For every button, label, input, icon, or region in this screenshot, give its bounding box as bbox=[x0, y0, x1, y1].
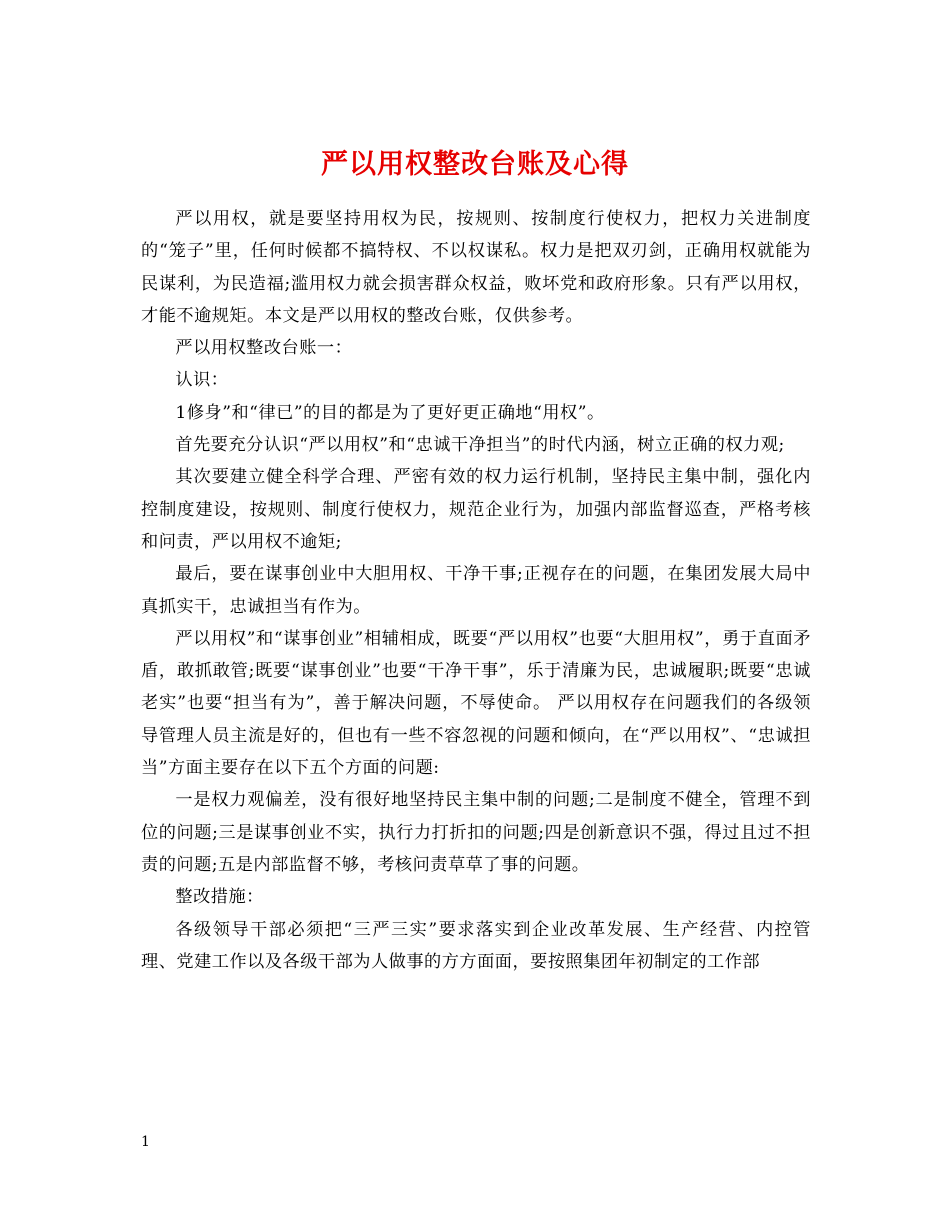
paragraph-understanding-label: 认识： bbox=[175, 370, 229, 391]
paragraph-first: 首先要充分认识“严以用权”和“忠诚干净担当”的时代内涵，树立正确的权力观; bbox=[175, 435, 785, 456]
paragraph-second: 其次要建立健全科学合理、严密有效的权力运行机制，坚持民主集中制，强化内控制度建设，按规则、制度行使权力，规范企业行为，加强内部监督巡查，严格考核和问责，严以用权不逾矩; bbox=[141, 467, 811, 552]
paragraph-finally: 最后，要在谋事创业中大胆用权、干净干事;正视存在的问题，在集团发展大局中真抓实干，忠诚担当有作为。 bbox=[141, 564, 811, 617]
paragraph-problems: 一是权力观偏差，没有很好地坚持民主集中制的问题;二是制度不健全，管理不到位的问题;三是谋事创业不实，执行力打折扣的问题;四是创新意识不强，得过且过不担责的问题;五是内部监督不够，考核问责草草了事的问题。 bbox=[141, 790, 811, 875]
document-body bbox=[141, 203, 811, 978]
paragraph-ledger-heading: 严以用权整改台账一： bbox=[175, 338, 353, 359]
page-number: 1 bbox=[141, 1134, 150, 1150]
paragraph-intro: 严以用权，就是要坚持用权为民，按规则、按制度行使权力，把权力关进制度的“笼子”里，任何时候都不搞特权、不以权谋私。权力是把双刃剑，正确用权就能为民谋利，为民造福;滥用权力就会损害群众权益，败坏党和政府形象。只有严以用权，才能不逾规矩。本文是严以用权的整改台账，仅供参考。 bbox=[141, 209, 811, 326]
paragraph-measures-label: 整改措施： bbox=[175, 887, 264, 908]
paragraph-point-1: 1修身”和“律已”的目的都是为了更好更正确地“用权”。 bbox=[175, 402, 605, 423]
paragraph-relationship: 严以用权”和“谋事创业”相辅相成，既要“严以用权”也要“大胆用权”，勇于直面矛盾，敢抓敢管;既要“谋事创业”也要“干净干事”，乐于清廉为民，忠诚履职;既要“忠诚老实”也要“担当有为”，善于解决问题，不辱使命。 严以用权存在问题我们的各级领导管理人员主流是好的，但也有一些不容忽视的问题和倾向，在“严以用权”、“忠诚担当”方面主要存在以下五个方面的问题: bbox=[141, 628, 811, 779]
document-title: 严以用权整改台账及心得 bbox=[321, 149, 629, 181]
paragraph-measures: 各级领导干部必须把“三严三实”要求落实到企业改革发展、生产经营、内控管理、党建工作以及各级干部为人做事的方方面面，要按照集团年初制定的工作部 bbox=[141, 919, 811, 972]
